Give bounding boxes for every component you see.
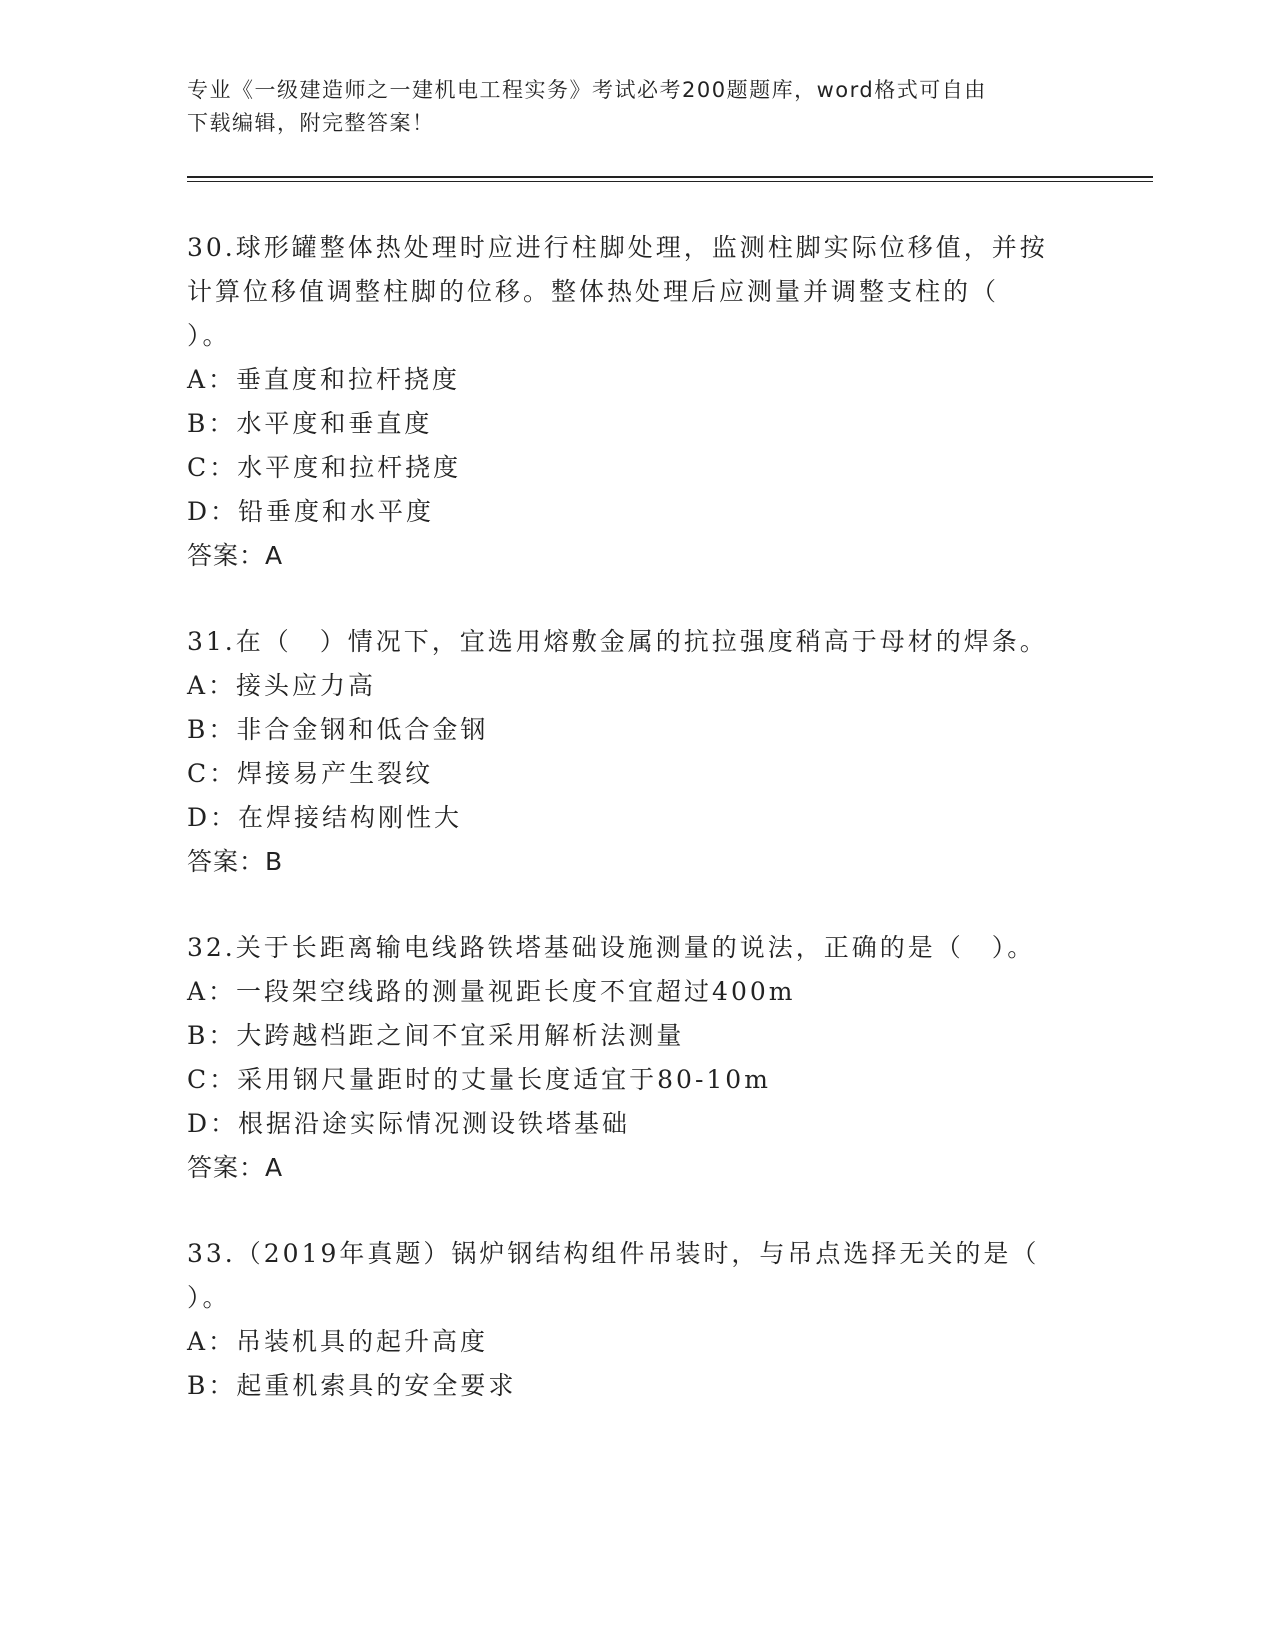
answer-label: 答案：A — [187, 541, 284, 570]
option-d: D：铅垂度和水平度 — [187, 497, 435, 526]
option-d: D：在焊接结构刚性大 — [187, 803, 463, 832]
option-a: A：吊装机具的起升高度 — [187, 1327, 489, 1356]
question-stem-line: 计算位移值调整柱脚的位移。整体热处理后应测量并调整支柱的（ — [187, 277, 1000, 306]
option-b: B：非合金钢和低合金钢 — [187, 715, 489, 744]
header-line-2: 下载编辑，附完整答案！ — [187, 111, 435, 135]
option-a: A：一段架空线路的测量视距长度不宜超过400m — [187, 977, 796, 1006]
option-b: B：水平度和垂直度 — [187, 409, 433, 438]
option-b: B：起重机索具的安全要求 — [187, 1371, 517, 1400]
question-stem-line: ）。 — [187, 1283, 231, 1312]
question-stem-line: ）。 — [187, 321, 231, 350]
question-stem-line: 32.关于长距离输电线路铁塔基础设施测量的说法，正确的是（ ）。 — [187, 933, 1036, 962]
option-a: A：垂直度和拉杆挠度 — [187, 365, 461, 394]
question-stem-line: 30.球形罐整体热处理时应进行柱脚处理，监测柱脚实际位移值，并按 — [187, 233, 1048, 262]
answer-label: 答案：A — [187, 1153, 284, 1182]
option-a: A：接头应力高 — [187, 671, 377, 700]
document-header — [187, 74, 1087, 140]
option-c: C：水平度和拉杆挠度 — [187, 453, 462, 482]
question-stem-line: 31.在（ ）情况下，宜选用熔敷金属的抗拉强度稍高于母材的焊条。 — [187, 627, 1048, 656]
answer-label: 答案：B — [187, 847, 284, 876]
header-line-1: 专业《一级建造师之一建机电工程实务》考试必考200题题库，word格式可自由 — [187, 78, 987, 102]
header-divider-thick — [187, 176, 1153, 178]
option-c: C：采用钢尺量距时的丈量长度适宜于80-10m — [187, 1065, 771, 1094]
question-stem-line: 33.（2019年真题）锅炉钢结构组件吊装时，与吊点选择无关的是（ — [187, 1239, 1040, 1268]
header-divider-thin — [187, 181, 1153, 182]
option-b: B：大跨越档距之间不宜采用解析法测量 — [187, 1021, 685, 1050]
option-d: D：根据沿途实际情况测设铁塔基础 — [187, 1109, 631, 1138]
option-c: C：焊接易产生裂纹 — [187, 759, 434, 788]
